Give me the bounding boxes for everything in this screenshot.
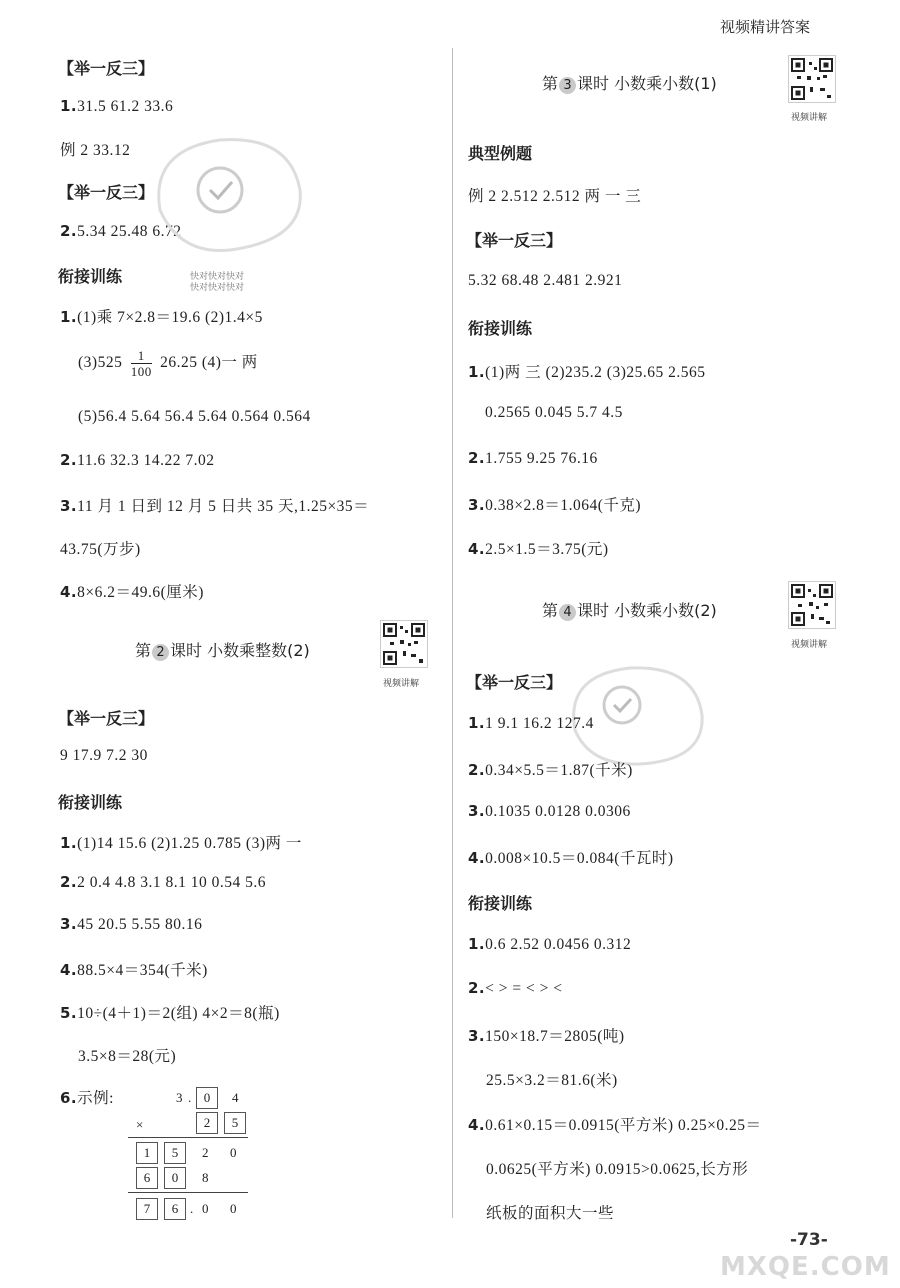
section-heading: 【举一反三】 xyxy=(58,59,155,78)
answer-line: (5)56.4 5.64 56.4 5.64 0.564 0.564 xyxy=(78,408,311,425)
qr-caption: 视频讲解 xyxy=(383,679,420,689)
digit: 4 xyxy=(232,1090,239,1105)
answer-line: 2.11.6 32.3 14.22 7.02 xyxy=(60,451,215,469)
lesson-title: 第 4 课时 小数乘小数(2) xyxy=(542,601,717,620)
answer-line: 例 2 33.12 xyxy=(60,142,131,159)
answer-line: 1.(1)乘 7×2.8＝19.6 (2)1.4×5 xyxy=(60,308,263,326)
digit-box: 6 xyxy=(136,1167,158,1189)
digit: 0 xyxy=(230,1145,237,1160)
page-header xyxy=(0,0,900,46)
answer-line: 5.32 68.48 2.481 2.921 xyxy=(468,272,623,289)
digit-box: 2 xyxy=(196,1112,218,1134)
calc-line xyxy=(128,1192,248,1193)
qr-code-icon[interactable] xyxy=(788,581,836,629)
answer-line: 1.(1)14 15.6 (2)1.25 0.785 (3)两 一 xyxy=(60,834,302,852)
answer-line: 3.45 20.5 5.55 80.16 xyxy=(60,915,203,933)
fraction: $\frac{1}{100}$ xyxy=(130,348,152,379)
answer-line: 2.1.755 9.25 76.16 xyxy=(468,449,598,467)
answer-line: 5.10÷(4＋1)＝2(组) 4×2＝8(瓶) xyxy=(60,1004,280,1022)
answer-line: 2.0.34×5.5＝1.87(千米) xyxy=(468,761,633,779)
digit-box: 0 xyxy=(164,1167,186,1189)
digit: . xyxy=(188,1090,192,1105)
answer-line: 1.0.6 2.52 0.0456 0.312 xyxy=(468,935,632,953)
answer-line: 例 2 2.512 2.512 两 一 三 xyxy=(468,188,642,205)
qr-code-icon[interactable] xyxy=(380,620,428,668)
digit-box: 0 xyxy=(196,1087,218,1109)
lesson-title: 第 3 课时 小数乘小数(1) xyxy=(542,74,717,93)
answer-line: 3.0.38×2.8＝1.064(千克) xyxy=(468,496,642,514)
answer-line: 4.88.5×4＝354(千米) xyxy=(60,961,208,979)
section-heading: 【举一反三】 xyxy=(466,673,563,692)
section-heading: 衔接训练 xyxy=(468,319,533,338)
answer-line: 2.< > = < > < xyxy=(468,979,563,997)
answer-line: 4.0.61×0.15＝0.0915(平方米) 0.25×0.25＝ xyxy=(468,1116,762,1134)
qr-code-icon[interactable] xyxy=(788,55,836,103)
section-heading: 典型例题 xyxy=(468,144,533,163)
digit: 0 xyxy=(202,1201,209,1216)
answer-line: 6.示例: xyxy=(60,1089,114,1107)
answer-line: 3.0.1035 0.0128 0.0306 xyxy=(468,802,631,820)
digit: 0 xyxy=(230,1201,237,1216)
answer-line: 1.1 9.1 16.2 127.4 xyxy=(468,714,594,732)
section-heading: 【举一反三】 xyxy=(58,183,155,202)
section-heading: 衔接训练 xyxy=(58,267,123,286)
answer-line: 1.(1)两 三 (2)235.2 (3)25.65 2.565 xyxy=(468,363,706,381)
lesson-title: 第 2 课时 小数乘整数(2) xyxy=(135,641,310,660)
answer-line: 2.2 0.4 4.8 3.1 8.1 10 0.54 5.6 xyxy=(60,873,267,891)
section-heading: 衔接训练 xyxy=(468,894,533,913)
section-heading: 【举一反三】 xyxy=(58,709,155,728)
qr-caption: 视频讲解 xyxy=(791,113,828,123)
answer-line: 3.150×18.7＝2805(吨) xyxy=(468,1027,625,1045)
digit: 8 xyxy=(202,1170,209,1185)
answer-line: 3.5×8＝28(元) xyxy=(78,1048,177,1065)
footer-watermark: MXQE.COM xyxy=(720,1252,891,1282)
digit-box: 1 xyxy=(136,1142,158,1164)
digit: 3 xyxy=(176,1090,183,1105)
answer-line: 0.0625(平方米) 0.0915>0.0625,长方形 xyxy=(486,1161,749,1178)
header-title: 视频精讲答案 xyxy=(720,18,811,36)
digit-box: 6 xyxy=(164,1198,186,1220)
answer-line: 纸板的面积大一些 xyxy=(486,1205,615,1222)
watermark-text: 快对快对快对 快对快对快对 xyxy=(190,272,245,293)
watermark-logo xyxy=(140,130,310,260)
answer-line: 1.31.5 61.2 33.6 xyxy=(60,97,174,115)
times-sign: × xyxy=(136,1117,144,1132)
calc-line xyxy=(128,1137,248,1138)
digit: 2 xyxy=(202,1145,209,1160)
digit-box: 7 xyxy=(136,1198,158,1220)
section-heading: 衔接训练 xyxy=(58,793,123,812)
digit-box: 5 xyxy=(164,1142,186,1164)
answer-line: 9 17.9 7.2 30 xyxy=(60,747,148,764)
answer-line: 4.8×6.2＝49.6(厘米) xyxy=(60,583,204,601)
page-number: -73- xyxy=(790,1230,828,1250)
answer-line: 4.2.5×1.5＝3.75(元) xyxy=(468,540,609,558)
answer-line: (3)525 $\frac{1}{100}$ 26.25 (4)一 两 xyxy=(78,348,258,379)
answer-line: 43.75(万步) xyxy=(60,541,141,558)
answer-line: 2.5.34 25.48 6.72 xyxy=(60,222,182,240)
answer-line: 25.5×3.2＝81.6(米) xyxy=(486,1072,618,1089)
digit-box: 5 xyxy=(224,1112,246,1134)
answer-line: 0.2565 0.045 5.7 4.5 xyxy=(485,404,623,421)
answer-line: 3.11 月 1 日到 12 月 5 日共 35 天,1.25×35＝ xyxy=(60,497,370,515)
answer-line: 4.0.008×10.5＝0.084(千瓦时) xyxy=(468,849,674,867)
qr-caption: 视频讲解 xyxy=(791,640,828,650)
section-heading: 【举一反三】 xyxy=(466,231,563,250)
digit: . xyxy=(190,1201,194,1216)
column-divider xyxy=(452,48,453,1218)
